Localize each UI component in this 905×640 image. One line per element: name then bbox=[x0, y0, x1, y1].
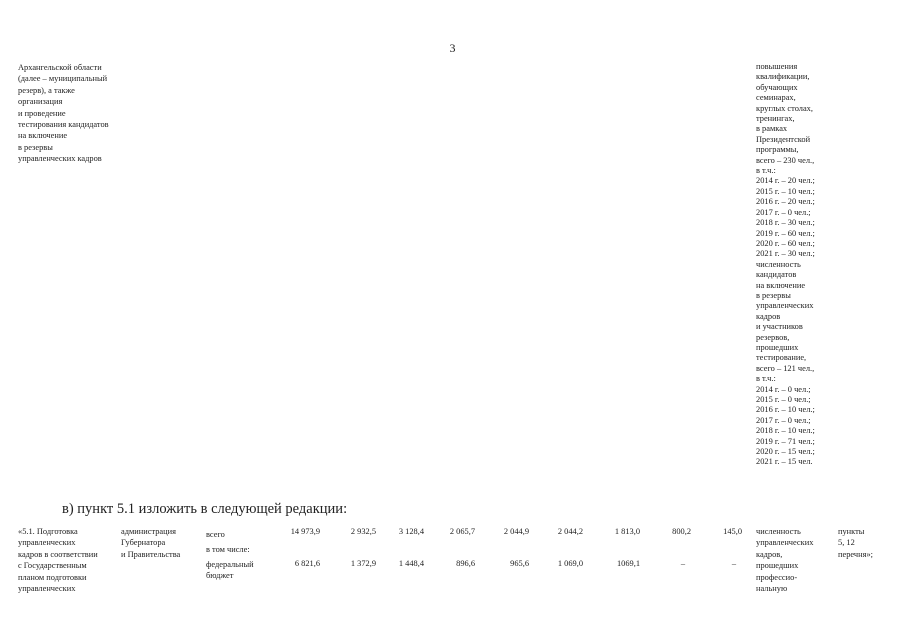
value-cell: 2 044,2 bbox=[557, 527, 583, 536]
text-line: в резервы bbox=[18, 142, 53, 152]
text-line: Президентской bbox=[756, 134, 811, 144]
text-line: 2015 г. – 0 чел.; bbox=[756, 395, 811, 404]
text-line: и участников bbox=[756, 322, 803, 332]
amendment-instruction: в) пункт 5.1 изложить в следующей редакции: bbox=[62, 501, 348, 517]
right-column-indicators bbox=[756, 62, 846, 468]
text-line: резервов, bbox=[756, 332, 790, 342]
text-line: 2014 г. – 20 чел.; bbox=[756, 176, 815, 186]
text-line: тренингах, bbox=[756, 114, 795, 124]
text-line: численность bbox=[756, 527, 801, 536]
text-line: 2021 г. – 30 чел.; bbox=[756, 249, 815, 259]
text-line: управленческих bbox=[756, 301, 814, 311]
text-line: и Правительства bbox=[121, 549, 181, 559]
text-line: 2016 г. – 20 чел.; bbox=[756, 197, 815, 207]
value-cell: 1 069,0 bbox=[557, 559, 583, 568]
text-line: с Государственным bbox=[18, 561, 87, 571]
text-line: квалификации, bbox=[756, 72, 810, 82]
text-line: прошедших bbox=[756, 561, 799, 571]
value-cell: 1 448,4 bbox=[398, 559, 424, 568]
funding-source-federal bbox=[206, 559, 254, 582]
funding-source-total: всего bbox=[206, 530, 225, 539]
text-line: администрация bbox=[121, 527, 176, 536]
text-line: «5.1. Подготовка bbox=[18, 527, 78, 536]
text-line: всего – 230 чел., bbox=[756, 155, 815, 165]
value-cell: 2 044,9 bbox=[503, 527, 529, 536]
page-number: 3 bbox=[449, 41, 456, 55]
value-cell: 896,6 bbox=[456, 559, 475, 568]
text-line: кадров в соответствии bbox=[18, 549, 98, 559]
text-line: планом подготовки bbox=[18, 572, 87, 582]
value-cell: 3 128,4 bbox=[398, 527, 424, 536]
value-cell: 6 821,6 bbox=[294, 559, 320, 568]
text-line: 2017 г. – 0 чел.; bbox=[756, 207, 811, 217]
text-line: 2016 г. – 10 чел.; bbox=[756, 405, 815, 415]
text-line: управленческих bbox=[18, 584, 76, 594]
value-cell: 2 065,7 bbox=[449, 527, 475, 536]
text-line: 2014 г. – 0 чел.; bbox=[756, 384, 811, 394]
text-line: нальную bbox=[756, 584, 788, 594]
text-line: на включение bbox=[756, 280, 806, 290]
value-cell: – bbox=[680, 559, 685, 568]
funding-source-including: в том числе: bbox=[206, 545, 250, 554]
text-line: организация bbox=[18, 97, 63, 107]
text-line: тестирование, bbox=[756, 353, 807, 363]
text-line: 2019 г. – 60 чел.; bbox=[756, 228, 815, 238]
indicator-cell bbox=[756, 526, 836, 594]
text-line: всего – 121 чел., bbox=[756, 363, 815, 373]
executor-cell bbox=[121, 526, 201, 560]
text-line: семинарах, bbox=[756, 93, 796, 103]
text-line: кадров bbox=[756, 311, 781, 321]
text-line: 2020 г. – 15 чел.; bbox=[756, 447, 815, 457]
text-line: 2017 г. – 0 чел.; bbox=[756, 415, 811, 425]
text-line: пункты bbox=[838, 527, 865, 536]
value-cell: – bbox=[731, 559, 736, 568]
value-cell: 1 372,9 bbox=[350, 559, 376, 568]
text-line: в резервы bbox=[756, 290, 791, 300]
text-line: программы, bbox=[756, 145, 799, 155]
text-line: численность bbox=[756, 259, 801, 269]
text-line: в т.ч.: bbox=[756, 374, 776, 384]
text-line: управленческих bbox=[18, 538, 76, 548]
value-cell: 965,6 bbox=[510, 559, 529, 568]
text-line: прошедших bbox=[756, 342, 799, 352]
value-cell: 800,2 bbox=[672, 527, 691, 536]
value-cell: 2 932,5 bbox=[350, 527, 376, 536]
text-line: Архангельской области bbox=[18, 63, 102, 72]
text-line: круглых столах, bbox=[756, 103, 813, 113]
text-line: повышения bbox=[756, 62, 798, 71]
text-line: обучающих bbox=[756, 82, 798, 92]
text-line: (далее – муниципальный bbox=[18, 74, 108, 84]
left-column-text bbox=[18, 62, 138, 165]
text-line: перечня»; bbox=[838, 549, 873, 559]
value-cell: 1069,1 bbox=[616, 559, 640, 568]
text-line: профессио- bbox=[756, 572, 798, 582]
text-line: на включение bbox=[18, 131, 68, 141]
text-line: Губернатора bbox=[121, 538, 166, 548]
text-line: кандидатов bbox=[756, 270, 797, 280]
text-line: 5, 12 bbox=[838, 538, 855, 548]
text-line: резерв), а также bbox=[18, 85, 75, 95]
text-line: 2018 г. – 30 чел.; bbox=[756, 218, 815, 228]
text-line: 2021 г. – 15 чел. bbox=[756, 457, 813, 467]
reference-cell bbox=[838, 526, 898, 560]
value-cell: 14 973,9 bbox=[290, 527, 320, 536]
text-line: 2018 г. – 10 чел.; bbox=[756, 426, 815, 436]
text-line: 2020 г. – 60 чел.; bbox=[756, 238, 815, 248]
text-line: кадров, bbox=[756, 549, 783, 559]
text-line: бюджет bbox=[206, 571, 234, 581]
text-line: 2019 г. – 71 чел.; bbox=[756, 436, 815, 446]
text-line: управленческих bbox=[756, 538, 814, 548]
text-line: 2015 г. – 10 чел.; bbox=[756, 186, 815, 196]
text-line: тестирования кандидатов bbox=[18, 120, 109, 130]
text-line: управленческих кадров bbox=[18, 154, 102, 164]
text-line: в т.ч.: bbox=[756, 166, 776, 176]
text-line: в рамках bbox=[756, 124, 788, 134]
item-name-cell bbox=[18, 526, 118, 594]
value-cell: 1 813,0 bbox=[614, 527, 640, 536]
text-line: федеральный bbox=[206, 560, 254, 569]
text-line: и проведение bbox=[18, 108, 66, 118]
value-cell: 145,0 bbox=[723, 527, 742, 536]
